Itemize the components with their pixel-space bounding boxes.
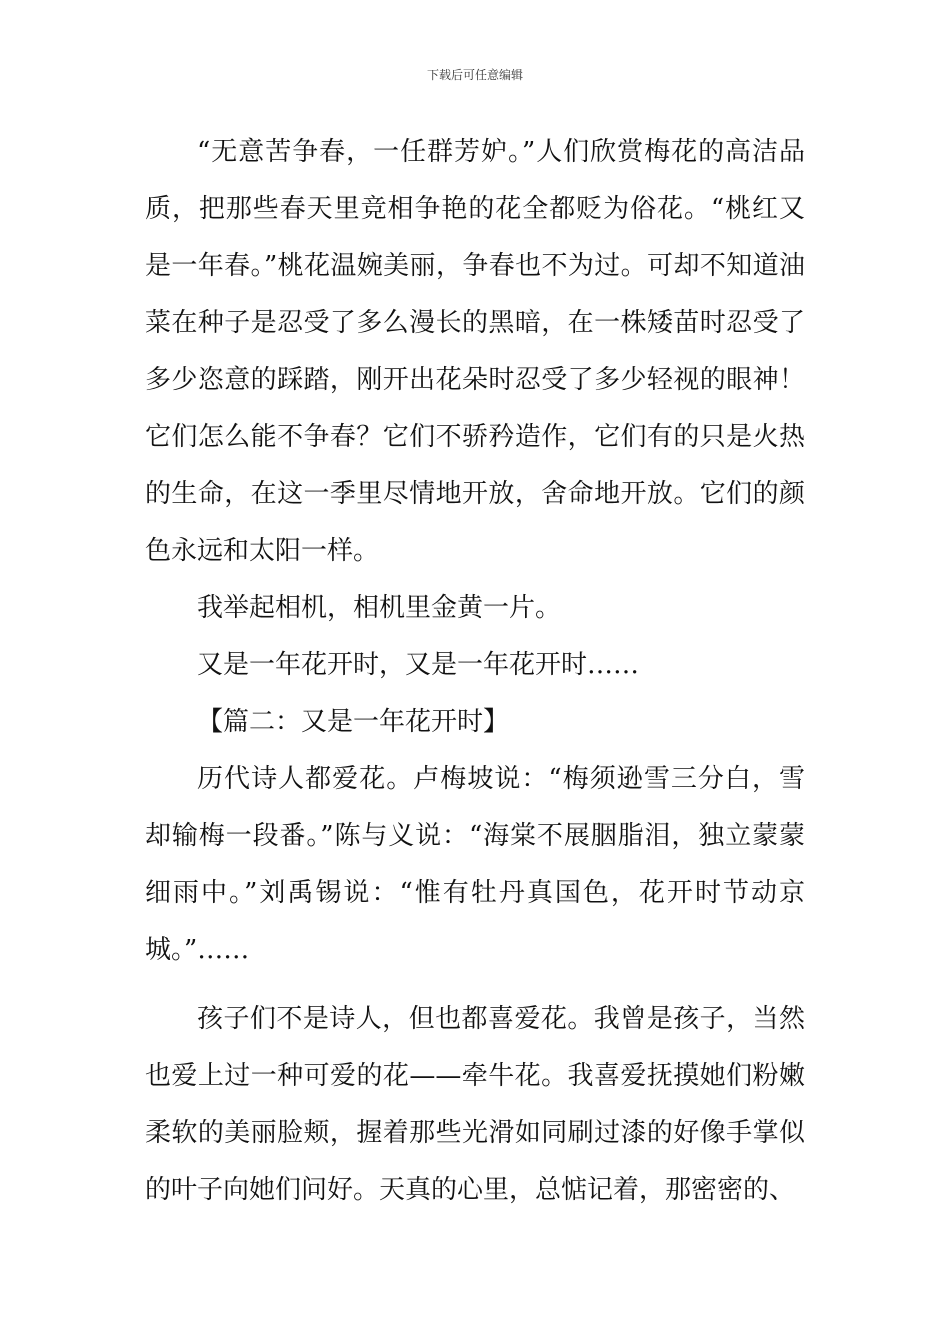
paragraph-plum-blossom: “无意苦争春，一任群芳妒。”人们欣赏梅花的高洁品质，把那些春天里竞相争艳的花全都贬为俗花。“桃红又是一年春。”桃花温婉美丽，争春也不为过。可却不知道油菜在种子是忍受了多么漫长的黑暗，在一株矮苗时忍受了多少恣意的踩踏，刚开出花朵时忍受了多少轻视的眼神！它们怎么能不争春？它们不骄矜造作，它们有的只是火热的生命，在这一季里尽情地开放，舍命地开放。它们的颜色永远和太阳一样。 bbox=[145, 137, 805, 566]
page-header: 下载后可任意编辑 bbox=[426, 68, 523, 82]
paragraph-flowers-bloom: 又是一年花开时，又是一年花开时…… bbox=[197, 650, 640, 680]
paragraph-morning-glory: 孩子们不是诗人，但也都喜爱花。我曾是孩子，当然也爱上过一种可爱的花——牵牛花。我喜爱抚摸她们粉嫩柔软的美丽脸颊，握着那些光滑如同刷过漆的好像手掌似的叶子向她们问好。天真的心里，总惦记着，那密密的、 bbox=[145, 1004, 805, 1205]
paragraph-poets: 历代诗人都爱花。卢梅坡说：“梅须逊雪三分白，雪却输梅一段番。”陈与义说：“海棠不展胭脂泪，独立蒙蒙细雨中。”刘禹锡说：“惟有牡丹真国色，花开时节动京城。”…… bbox=[145, 764, 805, 965]
paragraph-camera: 我举起相机，相机里金黄一片。 bbox=[197, 593, 562, 623]
section-heading: 【篇二：又是一年花开时】 bbox=[197, 707, 510, 737]
document-body bbox=[145, 124, 805, 1219]
